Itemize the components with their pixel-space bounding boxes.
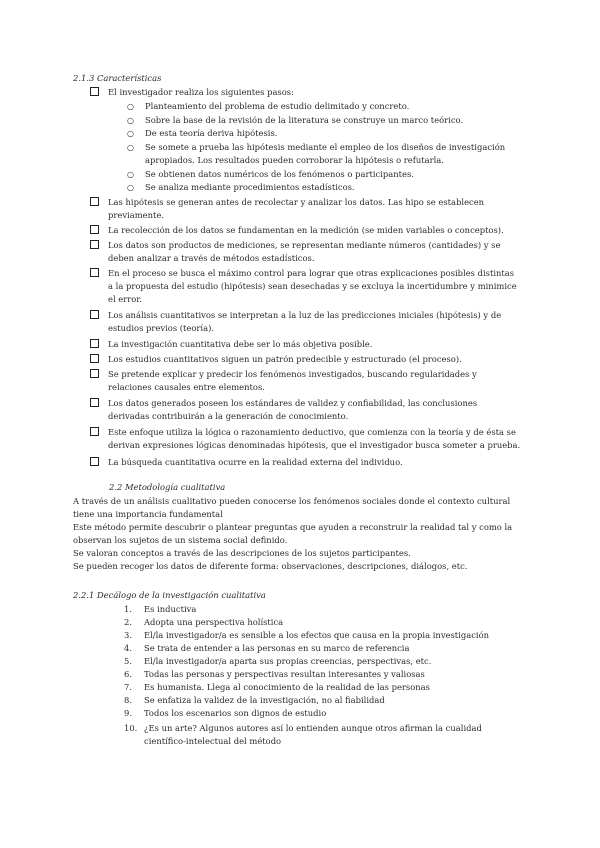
item-text: ¿Es un arte? Algunos autores así lo entienden aunque otros afirman la cualidad bbox=[144, 723, 482, 733]
text-line: el error. bbox=[108, 294, 143, 304]
item-number: 7. bbox=[124, 682, 132, 692]
text-line: observan los sujetos de un sistema social definido. bbox=[73, 535, 288, 545]
text-line: relaciones causales entre elementos. bbox=[108, 382, 265, 392]
text-line: Los estudios cuantitativos siguen un patrón predecible y estructurado (el proceso). bbox=[108, 354, 462, 364]
checkbox[interactable] bbox=[90, 225, 99, 234]
text-line: Este enfoque utiliza la lógica o razonamiento deductivo, que comienza con la teoría y de ésta se bbox=[108, 427, 516, 437]
checkbox[interactable] bbox=[90, 369, 99, 378]
sub-list-text: apropiados. Los resultados pueden corroborar la hipótesis o refutarla. bbox=[145, 155, 444, 165]
text-line: Se pretende explicar y predecir los fenómenos investigados, buscando regularidades y bbox=[108, 369, 477, 379]
text-line: La búsqueda cuantitativa ocurre en la realidad externa del individuo. bbox=[108, 457, 403, 467]
item-number: 6. bbox=[124, 669, 132, 679]
item-text: científico-intelectual del método bbox=[144, 736, 282, 746]
circle-bullet-icon: ○ bbox=[127, 143, 134, 152]
text-line: La recolección de los datos se fundamentan en la medición (se miden variables o conceptos). bbox=[108, 225, 504, 235]
circle-bullet-icon: ○ bbox=[127, 170, 134, 179]
text-line: Los análisis cuantitativos se interpretan a la luz de las predicciones iniciales (hipótesis) y de bbox=[108, 310, 502, 320]
text-line: estudios previos (teoría). bbox=[108, 323, 215, 333]
checklist-text bbox=[108, 267, 533, 306]
item-text: El/la investigador/a es sensible a los efectos que causa en la propia investigación bbox=[144, 630, 490, 640]
text-line: En el proceso se busca el máximo control para lograr que otras explicaciones posibles distintas bbox=[108, 268, 515, 278]
item-text: El/la investigador/a aparta sus propias creencias, perspectivas, etc. bbox=[144, 656, 432, 666]
sub-list-text: Se somete a prueba las hipótesis mediante el empleo de los diseños de investigación bbox=[145, 142, 506, 152]
item-text: Adopta una perspectiva holística bbox=[144, 617, 284, 627]
section-heading-2-2-1: 2.2.1 Decálogo de la investigación cualitativa bbox=[73, 590, 266, 600]
text-line: Los datos generados poseen los estándares de validez y confiabilidad, las conclusiones bbox=[108, 398, 478, 408]
text-line: deben analizar a través de métodos estadísticos. bbox=[108, 253, 315, 263]
checklist-text: El investigador realiza los siguientes pasos: bbox=[108, 87, 294, 97]
item-number: 2. bbox=[124, 617, 132, 627]
checkbox[interactable] bbox=[90, 354, 99, 363]
circle-bullet-icon: ○ bbox=[127, 116, 134, 125]
sub-list-text: Sobre la base de la revisión de la literatura se construye un marco teórico. bbox=[145, 115, 464, 125]
section-heading-2-1-3: 2.1.3 Características bbox=[73, 73, 162, 83]
checklist-text bbox=[108, 224, 533, 237]
text-line: Se valoran conceptos a través de las descripciones de los sujetos participantes. bbox=[73, 548, 411, 558]
item-text: Es humanista. Llega al conocimiento de la realidad de las personas bbox=[144, 682, 430, 692]
checkbox[interactable] bbox=[90, 268, 99, 277]
item-number: 4. bbox=[124, 643, 132, 653]
sub-list-text: Se analiza mediante procedimientos estadísticos. bbox=[145, 182, 355, 192]
item-text: Todos los escenarios son dignos de estudio bbox=[144, 708, 327, 718]
text-line: tiene una importancia fundamental bbox=[73, 509, 223, 519]
item-number: 9. bbox=[124, 708, 132, 718]
text-line: Los datos son productos de mediciones, se representan mediante números (cantidades) y se bbox=[108, 240, 501, 250]
text-line: derivadas contribuirán a la generación de conocimiento. bbox=[108, 411, 349, 421]
checklist-text bbox=[108, 338, 533, 351]
checkbox[interactable] bbox=[90, 427, 99, 436]
checkbox[interactable] bbox=[90, 87, 99, 96]
item-number: 5. bbox=[124, 656, 132, 666]
text-line: derivan expresiones lógicas denominadas hipótesis, que el investigador busca someter a prueba. bbox=[108, 440, 521, 450]
text-line: La investigación cuantitativa debe ser lo más objetiva posible. bbox=[108, 339, 373, 349]
item-number: 10. bbox=[124, 723, 138, 733]
sub-list-text: De esta teoría deriva hipótesis. bbox=[145, 128, 278, 138]
checkbox[interactable] bbox=[90, 310, 99, 319]
sub-list-text: Planteamiento del problema de estudio delimitado y concreto. bbox=[145, 101, 410, 111]
checklist-text bbox=[108, 239, 533, 265]
item-text: Se trata de entender a las personas en su marco de referencia bbox=[144, 643, 410, 653]
paragraph bbox=[73, 495, 533, 573]
circle-bullet-icon: ○ bbox=[127, 183, 134, 192]
checklist-text bbox=[108, 196, 533, 222]
text-line: a la propuesta del estudio (hipótesis) sean desechadas y se excluya la incertidumbre y minimice bbox=[108, 281, 517, 291]
sub-list-text: Se obtienen datos numéricos de los fenómenos o participantes. bbox=[145, 169, 414, 179]
checkbox[interactable] bbox=[90, 398, 99, 407]
text-line: A través de un análisis cualitativo pueden conocerse los fenómenos sociales donde el contexto cultural bbox=[73, 496, 511, 506]
checklist-text bbox=[108, 368, 533, 394]
checkbox[interactable] bbox=[90, 339, 99, 348]
text-line: previamente. bbox=[108, 210, 164, 220]
checkbox[interactable] bbox=[90, 457, 99, 466]
checklist-text bbox=[108, 456, 533, 469]
item-text: Es inductiva bbox=[144, 604, 197, 614]
checklist-text bbox=[108, 426, 533, 452]
section-heading-2-2: 2.2 Metodología cualitativa bbox=[109, 482, 226, 492]
item-text: Se enfatiza la validez de la investigación, no al fiabilidad bbox=[144, 695, 385, 705]
item-number: 1. bbox=[124, 604, 132, 614]
checklist-text bbox=[108, 309, 533, 335]
checkbox[interactable] bbox=[90, 240, 99, 249]
text-line: Se pueden recoger los datos de diferente forma: observaciones, descripciones, diálogos, etc. bbox=[73, 561, 468, 571]
text-line: Las hipótesis se generan antes de recolectar y analizar los datos. Las hipo se establecen bbox=[108, 197, 485, 207]
item-number: 8. bbox=[124, 695, 132, 705]
text-line: Este método permite descubrir o plantear preguntas que ayuden a reconstruir la realidad tal y como la bbox=[73, 522, 513, 532]
checklist-text bbox=[108, 353, 533, 366]
checkbox[interactable] bbox=[90, 197, 99, 206]
checklist-text bbox=[108, 397, 533, 423]
circle-bullet-icon: ○ bbox=[127, 129, 134, 138]
item-text: Todas las personas y perspectivas resultan interesantes y valiosas bbox=[144, 669, 425, 679]
item-number: 3. bbox=[124, 630, 132, 640]
circle-bullet-icon: ○ bbox=[127, 102, 134, 111]
